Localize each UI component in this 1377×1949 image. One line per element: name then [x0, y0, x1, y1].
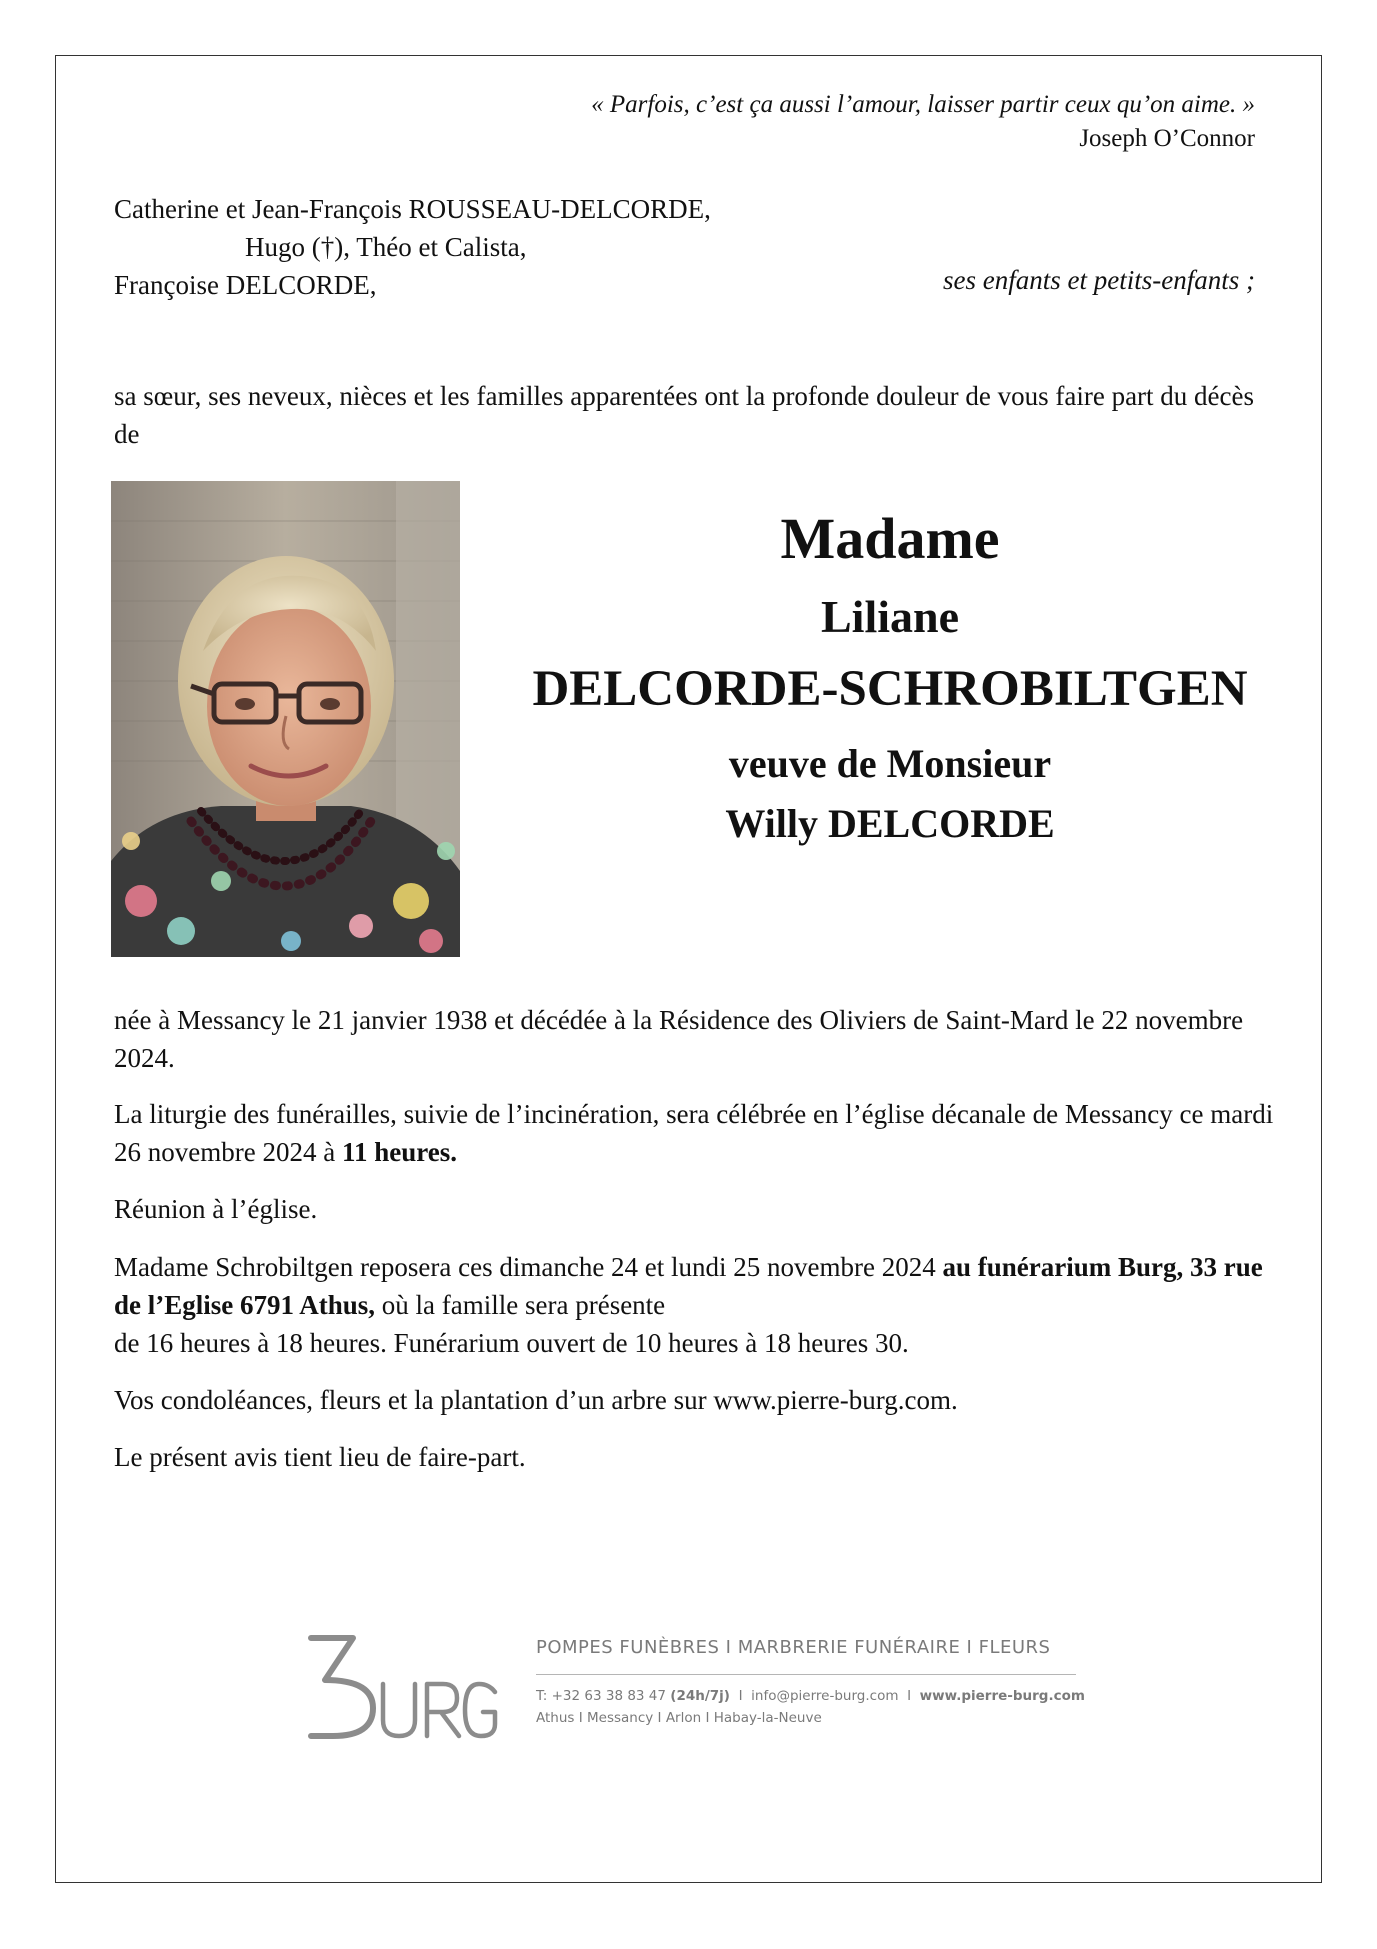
- company-phone: T: +32 63 38 83 47: [536, 1688, 666, 1704]
- birth-death-paragraph: née à Messancy le 21 janvier 1938 et décédée à la Résidence des Oliviers de Saint-Mard le 22 novembre 2024.: [114, 1005, 1244, 1073]
- announcement-intro: sa sœur, ses neveux, nièces et les familles apparentées ont la profonde douleur de vous faire part du décès de: [114, 381, 1255, 449]
- deceased-last-name: DELCORDE-SCHROBILTGEN: [532, 661, 1248, 717]
- visitation-hours: de 16 heures à 18 heures. Funérarium ouvert de 10 heures à 18 heures 30.: [114, 1328, 909, 1358]
- visitation-text: Madame Schrobiltgen reposera ces dimanche 24 et lundi 25 novembre 2024: [114, 1252, 943, 1282]
- page-border: [55, 55, 1322, 1883]
- condolences-paragraph: Vos condoléances, fleurs et la plantation d’un arbre sur www.pierre-burg.com.: [114, 1385, 958, 1415]
- visitation-presence: où la famille sera présente: [375, 1290, 666, 1320]
- funeral-paragraph: [114, 1095, 1274, 1171]
- funeral-time: 11 heures.: [341, 1137, 457, 1167]
- quote-text: « Parfois, c’est ça aussi l’amour, laisser partir ceux qu’on aime. »: [591, 91, 1255, 118]
- deceased-first-name: Liliane: [820, 591, 960, 642]
- deceased-title: Madame: [780, 506, 1000, 571]
- quote-author: Joseph O’Connor: [1079, 125, 1255, 152]
- portrait-illustration: [111, 481, 460, 957]
- meeting-paragraph: Réunion à l’église.: [114, 1194, 318, 1224]
- husband-name: Willy DELCORDE: [725, 801, 1055, 846]
- funeral-text: La liturgie des funérailles, suivie de l’incinération, sera célébrée en l’église décanale de Messancy ce mardi 26 novembre 2024 à: [114, 1099, 1274, 1167]
- burg-logo: [303, 1632, 498, 1742]
- family-list: [114, 190, 711, 304]
- visitation-paragraph: [114, 1248, 1274, 1362]
- company-email: info@pierre-burg.com: [751, 1688, 899, 1704]
- company-contact: T: +32 63 38 83 47 (24h/7j) I info@pierre-burg.com I www.pierre-burg.com: [536, 1688, 1085, 1704]
- company-footer: [536, 1636, 1085, 1729]
- portrait-photo: [111, 481, 460, 957]
- company-services: POMPES FUNÈBRES I MARBRERIE FUNÉRAIRE I FLEURS: [536, 1637, 1051, 1658]
- epigraph: [591, 88, 1255, 156]
- family-line: Hugo (†), Théo et Calista,: [245, 232, 527, 262]
- family-line: Catherine et Jean-François ROUSSEAU-DELCORDE,: [114, 194, 711, 224]
- notice-paragraph: Le présent avis tient lieu de faire-part.: [114, 1442, 526, 1472]
- funeral-home-address: au funérarium Burg, 33 rue de l’Eglise 6791 Athus,: [114, 1252, 1263, 1320]
- company-website: www.pierre-burg.com: [919, 1688, 1085, 1704]
- family-role: ses enfants et petits-enfants ;: [943, 265, 1255, 295]
- footer-divider: [536, 1674, 1076, 1675]
- family-line: Françoise DELCORDE,: [114, 270, 377, 300]
- company-locations: Athus I Messancy I Arlon I Habay-la-Neuve: [536, 1710, 822, 1726]
- widow-of-label: veuve de Monsieur: [728, 741, 1052, 786]
- company-phone-hours: (24h/7j): [670, 1688, 730, 1704]
